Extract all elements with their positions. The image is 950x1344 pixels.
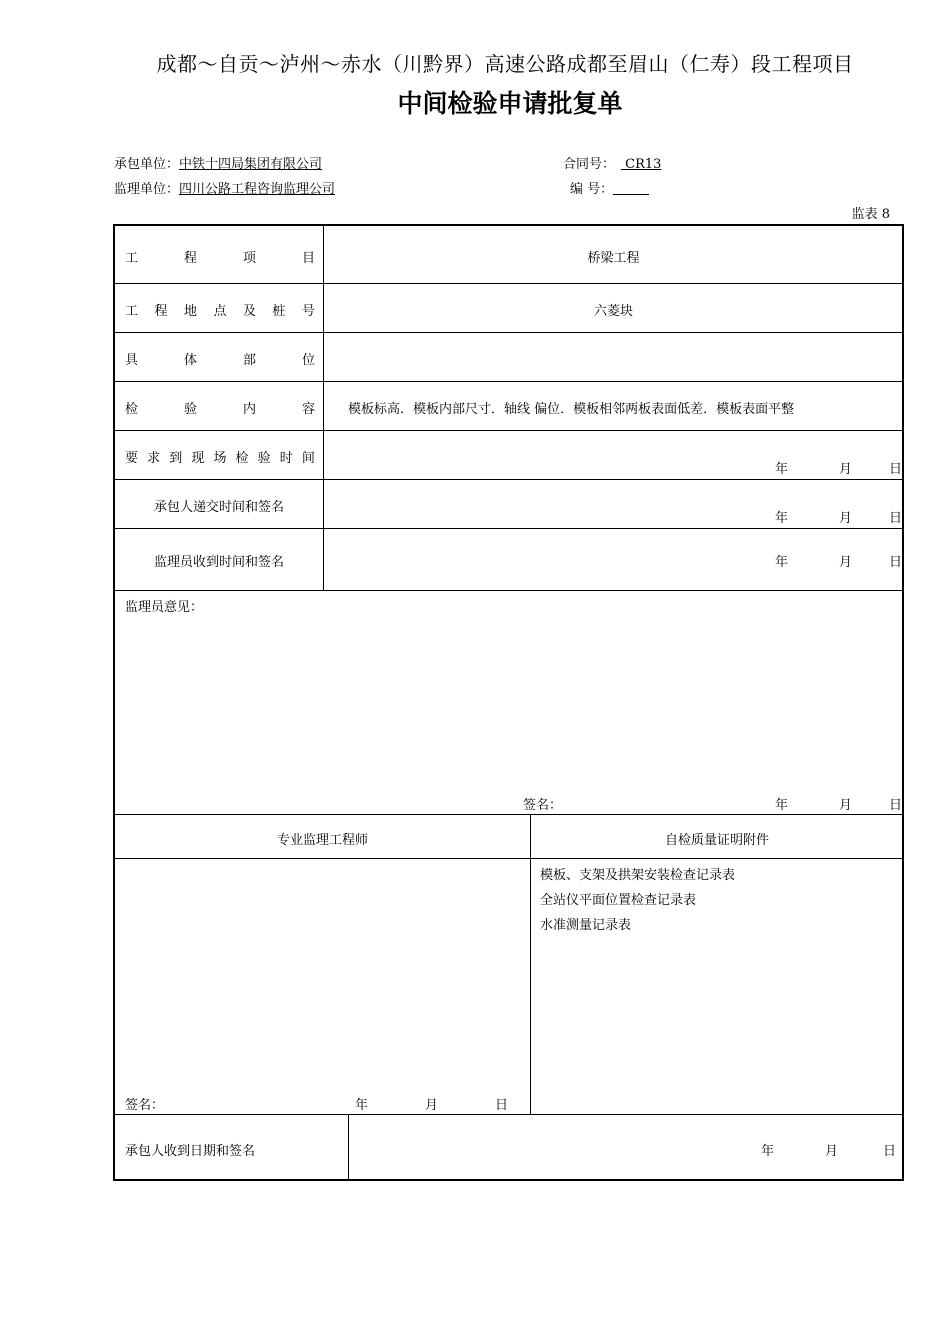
month-label: 月 (839, 798, 853, 813)
submit-label: 承包人递交时间和签名 (153, 500, 284, 515)
month-label: 月 (839, 511, 853, 526)
supervisor-label: 监理单位： (114, 182, 180, 197)
contract-no-label: 合同号： (563, 157, 616, 172)
contractor-label: 承包单位： (114, 157, 180, 172)
year-label: 年 (761, 1144, 775, 1159)
engineer-header: 专业监理工程师 (276, 833, 368, 848)
opinion-label: 监理员意见： (125, 600, 204, 615)
day-label: 日 (889, 462, 903, 477)
form-number: 监表 8 (851, 207, 890, 222)
location-value: 六菱块 (593, 304, 633, 319)
day-label: 日 (883, 1144, 897, 1159)
day-label: 日 (889, 511, 903, 526)
content-value: 模板标高．模板内部尺寸．轴线 偏位．模板相邻两板表面低差．模板表面平整 (348, 402, 795, 417)
content-label: 检 验 内 容 (125, 402, 315, 417)
day-label: 日 (889, 555, 903, 570)
contractor-value: 中铁十四局集团有限公司 (179, 157, 323, 172)
month-label: 月 (825, 1144, 839, 1159)
year-label: 年 (775, 462, 789, 477)
supervisor-line (114, 178, 335, 197)
opinion-sign-label: 签名： (523, 798, 563, 813)
serial-line (570, 178, 649, 197)
engineer-sign-label: 签名： (125, 1098, 165, 1113)
year-label: 年 (775, 511, 789, 526)
year-label: 年 (775, 555, 789, 570)
serial-value (613, 182, 649, 195)
contract-no-line (563, 153, 675, 172)
contractor-line (114, 153, 322, 172)
submit-date (775, 507, 902, 526)
form-title: 中间检验申请批复单 (397, 89, 623, 118)
month-label: 月 (839, 555, 853, 570)
location-label: 工 程 地 点 及 桩 号 (125, 304, 315, 319)
year-label: 年 (355, 1098, 369, 1113)
month-label: 月 (839, 462, 853, 477)
project-item-label: 工 程 项 目 (125, 251, 315, 266)
attachment-item: 模板、支架及拱架安装检查记录表 (540, 868, 736, 883)
serial-label: 编 号： (570, 182, 614, 197)
inspection-form-table (113, 224, 904, 1181)
attachments-header: 自检质量证明附件 (664, 833, 769, 848)
supervisor-value: 四川公路工程咨询监理公司 (179, 182, 336, 197)
project-item-value: 桥梁工程 (587, 251, 640, 266)
day-label: 日 (495, 1098, 509, 1113)
opinion-date (775, 794, 902, 813)
received-date (775, 551, 902, 570)
month-label: 月 (425, 1098, 439, 1113)
engineer-date (355, 1094, 508, 1113)
day-label: 日 (889, 798, 903, 813)
year-label: 年 (775, 798, 789, 813)
contractor-received-date (761, 1140, 896, 1159)
contract-no-value: CR13 (621, 157, 662, 172)
onsite-date (775, 458, 902, 477)
received-label: 监理员收到时间和签名 (153, 555, 284, 570)
part-label: 具 体 部 位 (125, 353, 315, 368)
onsite-time-label: 要 求 到 现 场 检 验 时 间 (125, 451, 315, 466)
attachment-item: 全站仪平面位置检查记录表 (540, 893, 697, 908)
attachment-item: 水准测量记录表 (540, 918, 632, 933)
project-title: 成都～自贡～泸州～赤水（川黔界）高速公路成都至眉山（仁寿）段工程项目 (156, 52, 854, 76)
contractor-received-label: 承包人收到日期和签名 (125, 1144, 256, 1159)
